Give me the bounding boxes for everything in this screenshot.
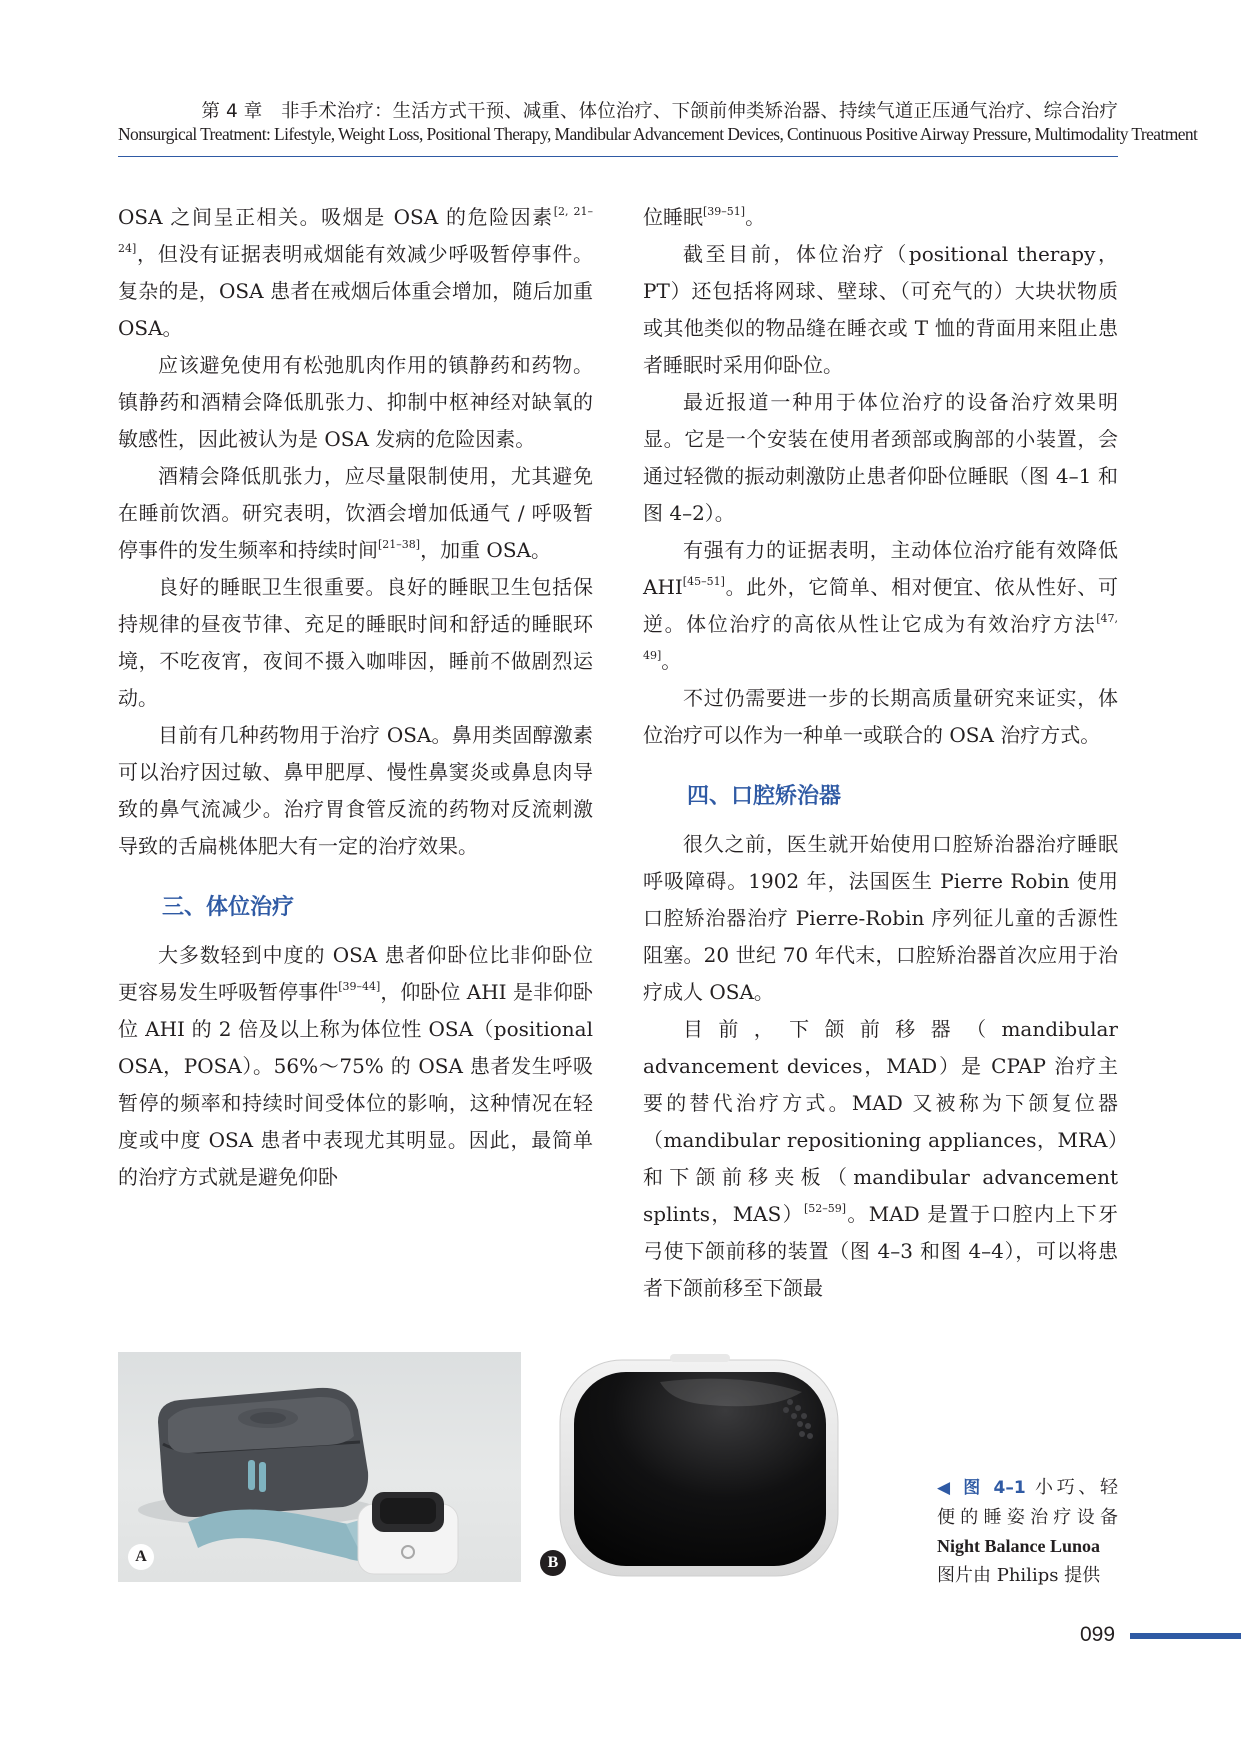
paragraph: 大多数轻到中度的 OSA 患者仰卧位比非仰卧位更容易发生呼吸暂停事件[39–44]，仰卧位 AHI 是非仰卧位 AHI 的 2 倍及以上称为体位性 OSA（positional OSA，POSA）。56%～75% 的 OSA 患者发生呼吸暂停的频率和持续时间受体位的影响，这种情况在轻度或中度 OSA 患者中表现尤其明显。因此，最简单的治疗方式就是避免仰卧 — [118, 943, 594, 1189]
header-rule — [118, 156, 1118, 157]
device-case-illustration — [118, 1352, 521, 1582]
paragraph: 最近报道一种用于体位治疗的设备治疗效果明显。它是一个安装在使用者颈部或胸部的小装置，会通过轻微的振动刺激防止患者仰卧位睡眠（图 4–1 和图 4–2）。 — [643, 390, 1118, 525]
paragraph: 位睡眠[39–51]。 — [643, 205, 766, 229]
caption-device-name: Night Balance Lunoa — [937, 1536, 1101, 1556]
figure-caption — [937, 1473, 1118, 1590]
paragraph: 应该避免使用有松弛肌肉作用的镇静药和药物。镇静药和酒精会降低肌张力、抑制中枢神经对缺氧的敏感性，因此被认为是 OSA 发病的危险因素。 — [118, 353, 593, 451]
section-heading: 三、体位治疗 — [162, 895, 295, 920]
caption-line-2: 便的睡姿治疗设备 — [937, 1507, 1118, 1528]
caption-source: 图片由 Philips 提供 — [937, 1565, 1101, 1586]
running-header-cn: 第 4 章 非手术治疗：生活方式干预、减重、体位治疗、下颌前伸类矫治器、持续气道正压通气治疗、综合治疗 — [201, 101, 1118, 122]
caption-figure-marker: ◀ 图 4–1 — [937, 1478, 1026, 1498]
section-heading: 四、口腔矫治器 — [687, 784, 842, 809]
paragraph: 酒精会降低肌张力，应尽量限制使用，尤其避免在睡前饮酒。研究表明，饮酒会增加低通气 / 呼吸暂停事件的发生频率和持续时间[21–38]，加重 OSA。 — [118, 464, 593, 562]
device-closeup-illustration — [540, 1352, 908, 1582]
paragraph: OSA 之间呈正相关。吸烟是 OSA 的危险因素[2, 21–24]，但没有证据表明戒烟能有效减少呼吸暂停事件。复杂的是，OSA 患者在戒烟后体重会增加，随后加重 OSA。 — [118, 205, 593, 340]
paragraph: 很久之前，医生就开始使用口腔矫治器治疗睡眠呼吸障碍。1902 年，法国医生 Pierre Robin 使用口腔矫治器治疗 Pierre-Robin 序列征儿童的舌源性阻塞。20 世纪 70 年代末，口腔矫治器首次应用于治疗成人 OSA。 — [643, 832, 1118, 1004]
running-header-en: Nonsurgical Treatment: Lifestyle, Weight Loss, Positional Therapy, Mandibular Advancement Devices, Continuous Positive Airway Pressure, Multimodality Treatment — [118, 124, 1198, 144]
figure-photo-b — [540, 1352, 908, 1582]
right-column — [643, 199, 1118, 1307]
paragraph: 良好的睡眠卫生很重要。良好的睡眠卫生包括保持规律的昼夜节律、充足的睡眠时间和舒适的睡眠环境，不吃夜宵，夜间不摄入咖啡因，睡前不做剧烈运动。 — [118, 575, 593, 710]
left-column — [118, 199, 593, 1196]
page-number: 099 — [1080, 1623, 1116, 1646]
caption-line-1: ◀ 图 4–1 小巧、轻 — [937, 1477, 1118, 1498]
paragraph: 目前有几种药物用于治疗 OSA。鼻用类固醇激素可以治疗因过敏、鼻甲肥厚、慢性鼻窦炎或鼻息肉导致的鼻气流减少。治疗胃食管反流的药物对反流刺激导致的舌扁桃体肥大有一定的治疗效果。 — [118, 723, 593, 858]
figure-photo-a — [118, 1352, 521, 1582]
figure-label-a: A — [128, 1544, 154, 1570]
figure-label-b: B — [540, 1550, 566, 1576]
paragraph: 截至目前，体位治疗（positional therapy，PT）还包括将网球、壁球、（可充气的）大块状物质或其他类似的物品缝在睡衣或 T 恤的背面用来阻止患者睡眠时采用仰卧位。 — [643, 242, 1118, 377]
paragraph: 不过仍需要进一步的长期高质量研究来证实，体位治疗可以作为一种单一或联合的 OSA 治疗方式。 — [643, 686, 1118, 747]
paragraph: 目前，下颌前移器（mandibular advancement devices，MAD）是 CPAP 治疗主要的替代治疗方式。MAD 又被称为下颌复位器（mandibular repositioning appliances，MRA）和下颌前移夹板（mandibular advancement splints，MAS）[52–59]。MAD 是置于口腔内上下牙弓使下颌前移的装置（图 4–3 和图 4–4），可以将患者下颌前移至下颌最 — [643, 1017, 1118, 1300]
paragraph: 有强有力的证据表明，主动体位治疗能有效降低 AHI[45–51]。此外，它简单、相对便宜、依从性好、可逆。体位治疗的高依从性让它成为有效治疗方法[47, 49]。 — [643, 538, 1118, 673]
page-number-bar — [1130, 1633, 1241, 1639]
